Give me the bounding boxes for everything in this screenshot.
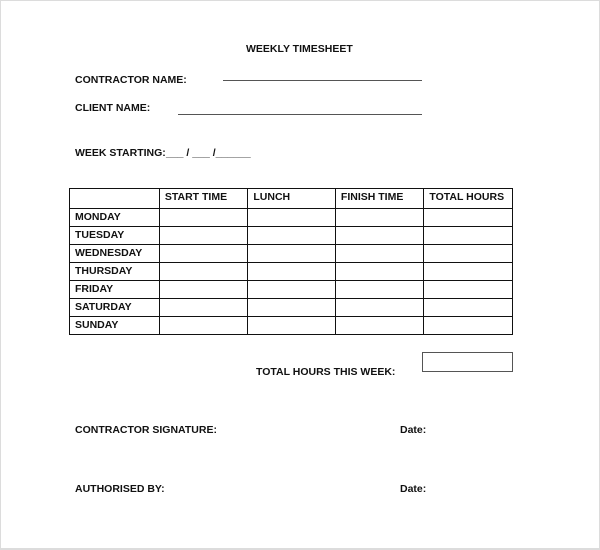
authorised-by-label: AUTHORISED BY: [75, 483, 165, 495]
start-time-cell[interactable] [159, 209, 248, 227]
header-lunch: LUNCH [248, 189, 336, 209]
table-row [70, 227, 513, 245]
total-hours-cell[interactable] [424, 281, 513, 299]
lunch-cell[interactable] [248, 317, 336, 335]
start-time-cell[interactable] [159, 299, 248, 317]
lunch-cell[interactable] [248, 209, 336, 227]
finish-time-cell[interactable] [335, 299, 424, 317]
header-day [70, 189, 160, 209]
day-label: SATURDAY [70, 299, 160, 317]
table-row [70, 245, 513, 263]
table-row [70, 299, 513, 317]
contractor-name-label: CONTRACTOR NAME: [75, 74, 187, 86]
total-hours-cell[interactable] [424, 263, 513, 281]
lunch-cell[interactable] [248, 245, 336, 263]
lunch-cell[interactable] [248, 281, 336, 299]
header-total-hours: TOTAL HOURS [424, 189, 513, 209]
start-time-cell[interactable] [159, 317, 248, 335]
table-row [70, 317, 513, 335]
total-hours-week-field[interactable] [422, 352, 513, 372]
start-time-cell[interactable] [159, 227, 248, 245]
start-time-cell[interactable] [159, 245, 248, 263]
table-header-row [70, 189, 513, 209]
page-title: WEEKLY TIMESHEET [246, 43, 353, 55]
contractor-date-label: Date: [400, 424, 427, 436]
lunch-cell[interactable] [248, 227, 336, 245]
header-finish-time: FINISH TIME [335, 189, 424, 209]
day-label: FRIDAY [70, 281, 160, 299]
start-time-cell[interactable] [159, 281, 248, 299]
total-hours-cell[interactable] [424, 227, 513, 245]
total-hours-cell[interactable] [424, 245, 513, 263]
finish-time-cell[interactable] [335, 227, 424, 245]
finish-time-cell[interactable] [335, 263, 424, 281]
week-starting-label: WEEK STARTING: [75, 147, 166, 159]
week-starting-field[interactable]: ___ / ___ /______ [166, 147, 251, 159]
finish-time-cell[interactable] [335, 317, 424, 335]
total-hours-cell[interactable] [424, 317, 513, 335]
total-hours-cell[interactable] [424, 209, 513, 227]
client-name-field[interactable] [178, 114, 422, 115]
lunch-cell[interactable] [248, 263, 336, 281]
day-label: WEDNESDAY [70, 245, 160, 263]
day-label: THURSDAY [70, 263, 160, 281]
finish-time-cell[interactable] [335, 245, 424, 263]
authorised-date-label: Date: [400, 483, 427, 495]
total-hours-cell[interactable] [424, 299, 513, 317]
lunch-cell[interactable] [248, 299, 336, 317]
contractor-name-field[interactable] [223, 80, 422, 81]
total-hours-week-label: TOTAL HOURS THIS WEEK: [256, 366, 396, 378]
table-row [70, 263, 513, 281]
finish-time-cell[interactable] [335, 281, 424, 299]
start-time-cell[interactable] [159, 263, 248, 281]
client-name-label: CLIENT NAME: [75, 102, 151, 114]
table-row [70, 209, 513, 227]
day-label: TUESDAY [70, 227, 160, 245]
finish-time-cell[interactable] [335, 209, 424, 227]
day-label: SUNDAY [70, 317, 160, 335]
table-row [70, 281, 513, 299]
header-start-time: START TIME [159, 189, 248, 209]
contractor-signature-label: CONTRACTOR SIGNATURE: [75, 424, 217, 436]
timesheet-table [69, 188, 513, 335]
day-label: MONDAY [70, 209, 160, 227]
